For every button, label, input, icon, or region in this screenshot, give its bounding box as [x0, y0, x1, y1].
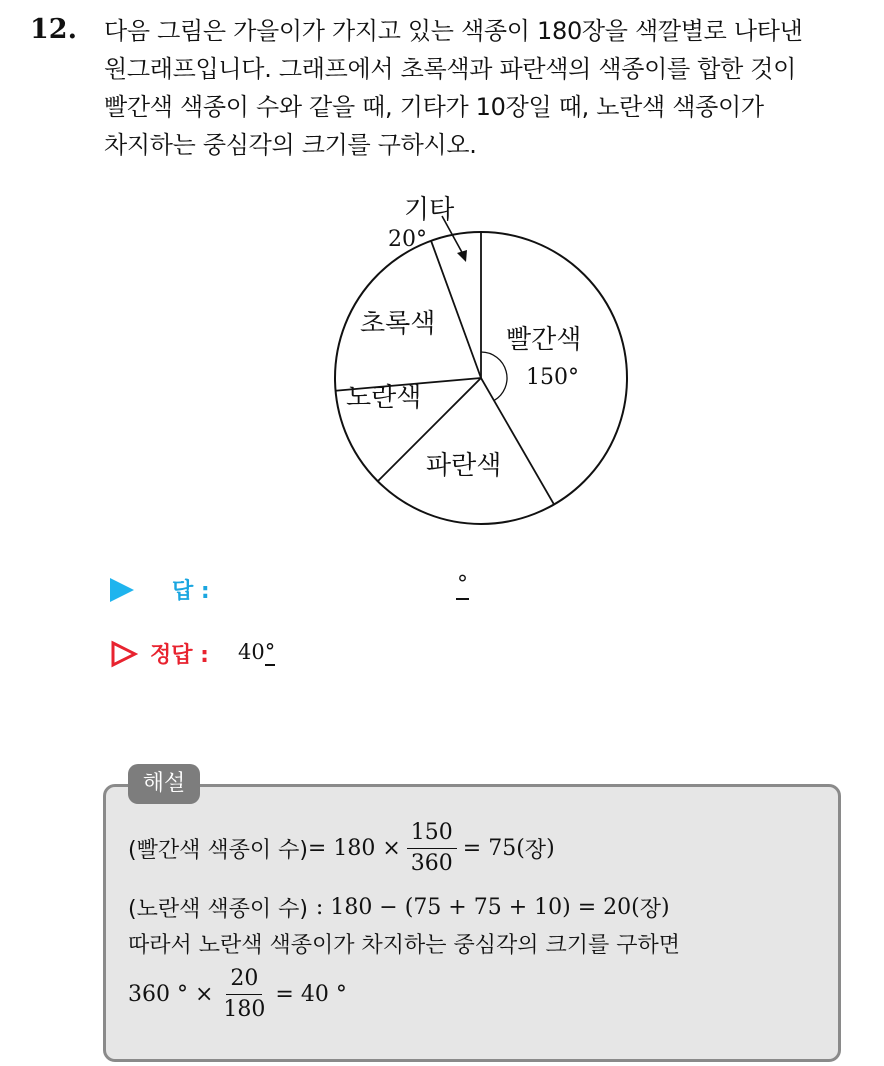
- outline-arrow-icon: [110, 640, 138, 668]
- correct-answer-number: 40: [238, 640, 265, 664]
- question-number: 12.: [30, 14, 77, 45]
- sol4-num: 20: [226, 966, 262, 995]
- sol4-fraction: [219, 966, 269, 1023]
- pie-chart: [300, 180, 660, 530]
- sol2-expr: : 180 − (75 + 75 + 10) = 20(: [315, 895, 640, 920]
- correct-answer-value: [238, 640, 275, 664]
- sol4-lead: 360 ° ×: [128, 982, 214, 1007]
- sol1-close: ): [546, 836, 555, 861]
- question-text: [104, 12, 864, 164]
- sol1-lead: (빨간색 색종이 수): [128, 838, 308, 863]
- answer-row: [110, 572, 510, 612]
- question-line-1: 다음 그림은 가을이가 가지고 있는 색종이 180장을 색깔별로 나타낸: [104, 17, 803, 45]
- solution-line-4: [128, 966, 347, 1023]
- label-red-angle: 150°: [526, 365, 579, 390]
- question-line-3: 빨간색 색종이 수와 같을 때, 기타가 10장일 때, 노란색 색종이가: [104, 93, 764, 121]
- sol1-den: 360: [410, 851, 453, 876]
- question-line-2: 원그래프입니다. 그래프에서 초록색과 파란색의 색종이를 합한 것이: [104, 55, 797, 83]
- answer-blank[interactable]: °: [456, 572, 469, 600]
- answer-label: 답 :: [172, 579, 210, 604]
- sol1-fraction: [407, 820, 457, 877]
- question-line-4: 차지하는 중심각의 크기를 구하시오.: [104, 131, 477, 159]
- solution-line-2: [128, 892, 670, 923]
- sol2-close: ): [661, 895, 670, 920]
- label-blue: 파란색: [426, 451, 502, 481]
- play-arrow-icon: [110, 578, 134, 602]
- sol1-unit: 장: [524, 838, 547, 863]
- sol4-result: = 40 °: [275, 982, 347, 1007]
- sol1-num: 150: [407, 820, 457, 849]
- label-yellow: 노란색: [346, 383, 422, 413]
- sol1-result: = 75(: [462, 836, 525, 861]
- solution-line-1: [128, 820, 555, 877]
- solution-line-3: 따라서 노란색 색종이가 차지하는 중심각의 크기를 구하면: [128, 933, 681, 958]
- sol1-expr: = 180 ×: [307, 836, 401, 861]
- sol2-unit: 장: [639, 897, 661, 922]
- correct-answer-label: 정답 :: [150, 643, 209, 668]
- sol4-den: 180: [223, 997, 266, 1022]
- correct-answer-degree: °: [264, 640, 276, 664]
- label-green: 초록색: [360, 309, 436, 339]
- correct-answer-row: [110, 636, 510, 676]
- sol2-lead: (노란색 색종이 수): [128, 897, 308, 922]
- label-red: 빨간색: [506, 325, 582, 355]
- solution-tag: 해설: [128, 764, 200, 804]
- label-other-angle: 20°: [388, 227, 427, 252]
- label-other: 기타: [404, 195, 455, 225]
